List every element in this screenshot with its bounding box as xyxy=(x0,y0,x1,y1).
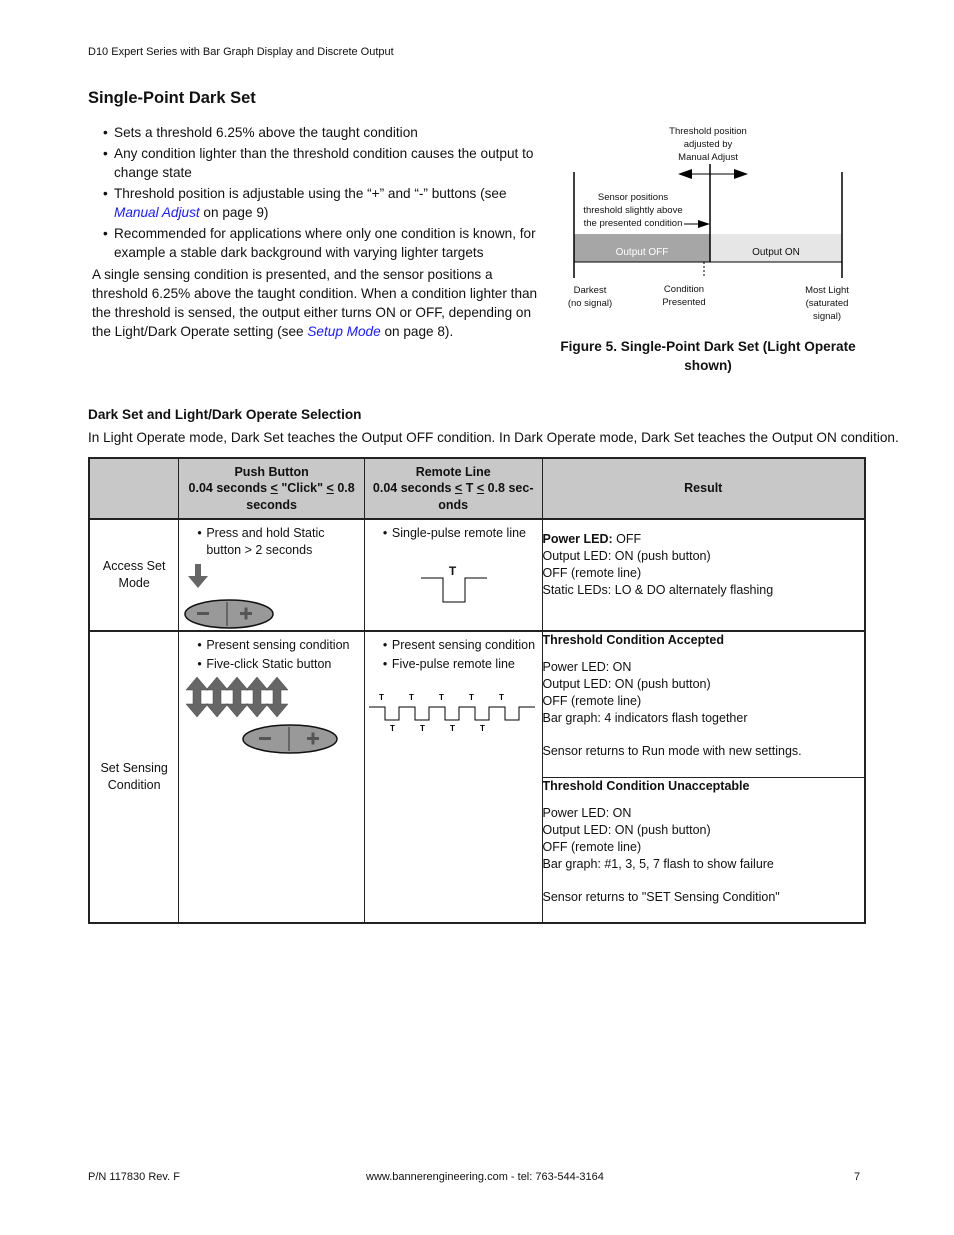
click-arrow-icon xyxy=(206,677,228,717)
caption-line: shown) xyxy=(684,358,732,373)
threshold-label-line: Manual Adjust xyxy=(678,152,738,163)
header-line: onds xyxy=(438,497,469,512)
result-line: Static LEDs: LO & DO alternately flashing xyxy=(542,583,774,597)
result-line xyxy=(543,531,865,548)
header-line: Remote Line xyxy=(415,464,491,479)
bullet-item xyxy=(103,224,543,262)
lte-symbol: < xyxy=(326,481,334,496)
subsection-title: Dark Set and Light/Dark Operate Selection xyxy=(88,407,362,422)
paragraph-text: A single sensing condition is presented, and the sensor positions a threshold 6.25% above the taught condition. When a condition lighter than the threshold is sensed, the output either turns ON or OFF, depending on the Light/Dark Operate setting (see xyxy=(92,267,538,339)
header-line: seconds xyxy=(246,497,297,512)
pulse-label: T xyxy=(448,564,457,578)
five-click-graphic xyxy=(183,677,363,757)
result-line: OFF (remote line) xyxy=(542,694,642,708)
row-label-set-sensing xyxy=(89,631,179,923)
result-value: OFF xyxy=(612,532,642,546)
pulse-t-label-top: T xyxy=(378,693,384,702)
section-title: Single-Point Dark Set xyxy=(88,89,256,107)
manual-adjust-link[interactable]: Manual Adjust xyxy=(114,205,200,220)
sensor-pointer-head xyxy=(698,220,710,228)
five-pulse-waveform xyxy=(365,687,543,737)
footer-website[interactable]: www.bannerengineering.com - tel: 763-544-3164 xyxy=(366,1171,604,1183)
static-button-icon xyxy=(243,725,337,753)
lte-symbol: < xyxy=(454,481,463,496)
result-cell-access xyxy=(542,519,865,631)
push-cell-access xyxy=(179,519,365,631)
header-empty-cell xyxy=(89,458,179,519)
bullet-item xyxy=(103,184,543,222)
row-label-line: Condition xyxy=(107,778,161,792)
sensor-label-line: threshold slightly above xyxy=(583,205,683,216)
click-arrow-icon xyxy=(246,677,268,717)
bullet-text: Recommended for applications where only one condition is known, for example a stable dark background with varying lighter targets xyxy=(114,226,536,260)
press-and-hold-graphic xyxy=(183,562,363,632)
adjust-arrow-right-head xyxy=(734,169,748,179)
condition-label-line: Condition xyxy=(663,284,705,295)
pulse-t-label-bottom: T xyxy=(479,724,485,733)
subsection-intro: In Light Operate mode, Dark Set teaches the Output OFF condition. In Dark Operate mode, Dark Set teaches the Output ON condition. xyxy=(88,430,899,445)
condition-presented-label xyxy=(654,283,714,309)
remote-cell-access xyxy=(364,519,542,631)
running-header: D10 Expert Series with Bar Graph Display and Discrete Output xyxy=(88,46,394,58)
bullet-text: on page 9) xyxy=(199,205,269,220)
result-line: OFF (remote line) xyxy=(542,566,642,580)
header-push-button xyxy=(179,458,365,519)
row-label-line: Mode xyxy=(118,576,150,590)
header-line xyxy=(187,480,356,497)
push-cell-set xyxy=(179,631,365,923)
sensor-label-line: the presented condition xyxy=(583,218,683,229)
header-text: 0.8 sec- xyxy=(484,481,534,496)
static-button-icon xyxy=(185,600,273,628)
output-on-label: Output ON xyxy=(752,247,800,258)
procedure-table xyxy=(88,457,866,924)
result-line: Bar graph: 4 indicators flash together xyxy=(542,711,748,725)
remote-steps xyxy=(365,520,542,542)
pulse-line xyxy=(369,707,535,720)
list-item: • Press and hold Static button > 2 seconds xyxy=(197,525,360,559)
remote-cell-set xyxy=(364,631,542,923)
push-steps xyxy=(179,632,364,673)
remote-steps xyxy=(365,632,542,673)
single-pulse-waveform xyxy=(419,564,499,604)
paragraph-text: on page 8). xyxy=(380,324,454,339)
adjust-arrow-left-head xyxy=(678,169,692,179)
result-line: OFF (remote line) xyxy=(542,839,642,854)
click-arrow-icon xyxy=(186,677,208,717)
row-label-line: Set Sensing xyxy=(100,761,168,775)
table-header-row xyxy=(89,458,865,519)
pulse-t-label-bottom: T xyxy=(419,724,425,733)
header-text: "Click" xyxy=(277,481,327,496)
list-item: • Present sensing condition xyxy=(197,637,360,654)
bullet-text: Threshold position is adjustable using the “+” and “-” buttons (see xyxy=(114,186,507,201)
result-line: Output LED: ON (push button) xyxy=(542,677,711,691)
output-off-label: Output OFF xyxy=(615,247,669,258)
pulse-t-label-bottom: T xyxy=(449,724,455,733)
result-bold-label: Power LED: xyxy=(542,532,613,546)
feature-bullets xyxy=(103,123,543,264)
table-row-access-set xyxy=(89,519,865,631)
sensor-annotation xyxy=(580,191,686,230)
result-line: Bar graph: #1, 3, 5, 7 flash to show failure xyxy=(542,856,774,871)
list-item: • Single-pulse remote line xyxy=(383,525,538,542)
most-light-label xyxy=(796,284,858,323)
row-label-access-set xyxy=(89,519,179,631)
bullet-item xyxy=(103,123,543,142)
header-line: Push Button xyxy=(234,464,309,479)
bullet-text: Sets a threshold 6.25% above the taught condition xyxy=(114,125,418,140)
threshold-label-line: Threshold position xyxy=(669,126,747,137)
pulse-t-label-bottom: T xyxy=(389,724,395,733)
header-result: Result xyxy=(542,458,865,519)
header-line xyxy=(373,480,534,497)
row-label-line: Access Set xyxy=(102,559,166,573)
header-remote-line xyxy=(364,458,542,519)
description-paragraph xyxy=(92,265,550,341)
condition-label-line: Presented xyxy=(662,297,706,308)
darkest-label-line: Darkest xyxy=(573,285,607,296)
most-light-label-line: (saturated xyxy=(805,298,849,309)
result-line: Power LED: ON xyxy=(542,805,632,820)
header-text: 0.04 seconds xyxy=(372,481,455,496)
most-light-label-line: signal) xyxy=(813,311,841,322)
sensor-label-line: Sensor positions xyxy=(597,192,669,203)
threshold-annotation xyxy=(650,125,766,164)
result-heading: Threshold Condition Accepted xyxy=(542,633,724,647)
figure-5-diagram xyxy=(560,118,860,333)
header-text: T xyxy=(462,481,477,496)
caption-line: Figure 5. Single-Point Dark Set (Light Operate xyxy=(560,339,856,354)
most-light-label-line: Most Light xyxy=(805,285,849,296)
result-cell-unacceptable xyxy=(542,777,865,923)
footer-page-number: 7 xyxy=(854,1171,861,1183)
table-row-set-sensing xyxy=(89,631,865,777)
click-arrow-icon xyxy=(266,677,288,717)
list-item: • Five-click Static button xyxy=(197,656,360,673)
bullet-text: Any condition lighter than the threshold condition causes the output to change state xyxy=(114,146,534,180)
setup-mode-link[interactable]: Setup Mode xyxy=(307,324,381,339)
click-arrow-icon xyxy=(226,677,248,717)
pulse-t-label-top: T xyxy=(498,693,504,702)
list-item: • Five-pulse remote line xyxy=(383,656,538,673)
result-line: Sensor returns to "SET Sensing Condition" xyxy=(542,889,780,904)
result-line: Power LED: ON xyxy=(542,660,632,674)
down-arrow-icon xyxy=(188,564,208,588)
figure-caption xyxy=(560,337,856,375)
list-item: • Present sensing condition xyxy=(383,637,538,654)
push-steps xyxy=(179,520,364,559)
result-line: Output LED: ON (push button) xyxy=(542,549,711,563)
header-text: 0.04 seconds xyxy=(188,481,271,496)
threshold-label-line: adjusted by xyxy=(683,139,733,150)
lte-symbol: < xyxy=(476,481,485,496)
pulse-t-label-top: T xyxy=(438,693,444,702)
header-text: 0.8 xyxy=(333,481,355,496)
darkest-label-line: (no signal) xyxy=(567,298,613,309)
lte-symbol: < xyxy=(270,481,278,496)
result-line: Sensor returns to Run mode with new settings. xyxy=(542,744,802,758)
pulse-t-label-top: T xyxy=(408,693,414,702)
result-line: Output LED: ON (push button) xyxy=(542,822,711,837)
darkest-label xyxy=(560,284,620,310)
result-cell-accepted xyxy=(542,631,865,777)
bullet-item xyxy=(103,144,543,182)
footer-part-number: P/N 117830 Rev. F xyxy=(88,1171,180,1183)
pulse-t-label-top: T xyxy=(468,693,474,702)
result-heading: Threshold Condition Unacceptable xyxy=(542,778,750,793)
